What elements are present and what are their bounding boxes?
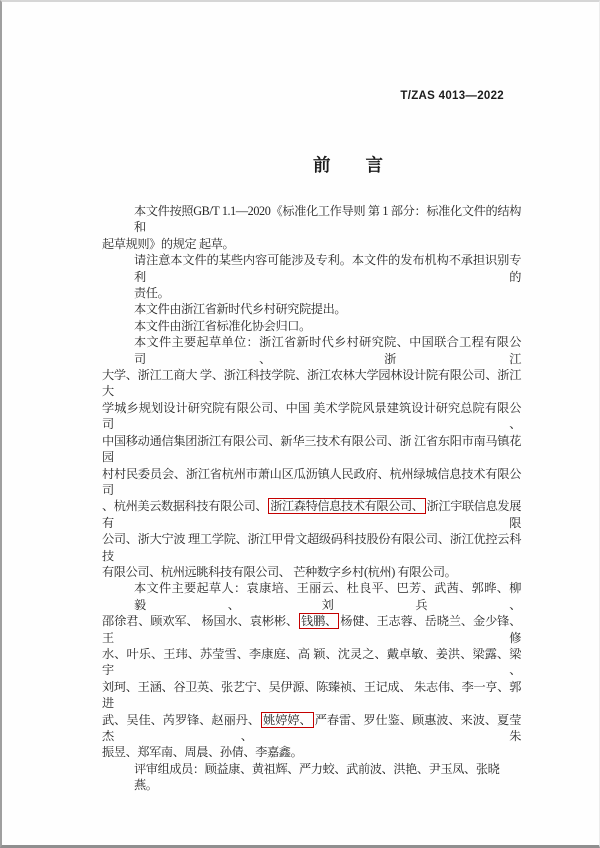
document-line — [102, 236, 521, 252]
document-line — [102, 580, 521, 613]
document-line — [102, 761, 521, 794]
document-line — [102, 646, 521, 679]
document-line — [102, 400, 521, 433]
document-line — [102, 334, 521, 367]
text-segment: 学城乡规划设计研究院有限公司、中国 美术学院风景建筑设计研究总院有限公司、 — [102, 400, 521, 432]
document-line — [102, 367, 521, 400]
document-line — [102, 252, 521, 285]
text-segment: 本文件由浙江省标准化协会归口。 — [134, 318, 311, 333]
text-segment: 起草规则》的规定 起草。 — [102, 236, 235, 251]
text-segment: 刘珂、王涵、谷卫英、张艺宁、吴伊源、陈臻祯、王记成、 朱志伟、李一亨、郭进 — [102, 679, 521, 711]
text-segment: 请注意本文件的某些内容可能涉及专利。本文件的发布机构不承担识别专利的 — [134, 253, 521, 284]
text-segment: 公司、浙大宁波 理工学院、浙江甲骨文超级码科技股份有限公司、浙江优控云科技 — [102, 532, 521, 563]
text-segment: 责任。 — [134, 286, 170, 301]
text-segment: 振昱、郑军南、周晨、孙倩、李嘉鑫。 — [102, 745, 303, 760]
text-segment: 本文件主要起草人：袁康培、王丽云、杜良平、巴芳、武茜、郭晔、柳毅、刘兵、 — [134, 581, 521, 612]
text-segment: 中国移动通信集团浙江有限公司、新华三技术有限公司、浙 江省东阳市南马镇花园 — [102, 433, 521, 465]
document-line — [102, 433, 521, 466]
document-line — [102, 679, 521, 712]
page-title: 前 言 — [313, 155, 383, 175]
text-segment: 水、叶乐、王玮、苏莹雪、李康庭、高 颖、沈灵之、戴卓敏、姜洪、梁露、梁宇、 — [102, 646, 521, 678]
text-segment: 严春雷、罗仕鉴、顾惠波、来波、夏莹杰、 朱 — [102, 712, 521, 743]
text-segment: 浙江宇联信息发展有限 — [102, 499, 521, 530]
highlighted-name: 浙江森特信息技术有限公司、 — [270, 499, 424, 514]
document-line — [102, 712, 521, 745]
text-segment: 大学、浙江工商大 学、浙江科技学院、浙江农林大学园林设计院有限公司、浙江大 — [102, 368, 521, 399]
document-line — [102, 318, 521, 334]
text-segment: 、杭州美云数据科技有限公司、 — [102, 499, 268, 514]
text-segment: 本文件主要起草单位：浙江省新时代乡村研究院、中国联合工程有限公司、浙江 — [134, 335, 521, 366]
text-segment: 本文件按照GB/T 1.1—2020《标准化工作导则 第 1 部分：标准化文件的结构和 — [134, 204, 521, 235]
document-line — [102, 466, 524, 499]
document-line — [102, 613, 521, 646]
document-line — [102, 301, 521, 317]
text-segment: 杨健、王志蓉、岳晓兰、金少锋、王修 — [102, 614, 521, 645]
highlighted-name: 姚婷婷、 — [263, 712, 312, 727]
standard-number: T/ZAS 4013—2022 — [400, 90, 504, 102]
document-line — [102, 531, 521, 564]
document-line — [102, 203, 521, 236]
text-segment: 邵徐君、顾欢军、 杨国水、袁彬彬、 — [102, 614, 299, 629]
text-segment: 本文件由浙江省新时代乡村研究院提出。 — [134, 302, 347, 317]
document-line — [102, 498, 521, 531]
text-segment: 有限公司、杭州远眺科技有限公司、 芒种数字乡村(杭州) 有限公司。 — [102, 564, 457, 579]
document-line — [102, 285, 521, 301]
text-segment: 村村民委员会、浙江省杭州市萧山区瓜沥镇人民政府、杭州绿城信息技术有限公 司 — [102, 466, 524, 497]
text-segment: 武、吴佳、芮罗锋、赵丽丹、 — [102, 712, 261, 727]
text-segment: 评审组成员：顾益康、黄祖辉、严力蛟、武前波、洪艳、尹玉凤、张晓燕。 — [134, 761, 500, 793]
foreword-body — [102, 203, 524, 794]
document-line — [102, 564, 521, 580]
highlighted-name: 钱鹏、 — [301, 614, 338, 629]
document-line — [102, 744, 521, 760]
